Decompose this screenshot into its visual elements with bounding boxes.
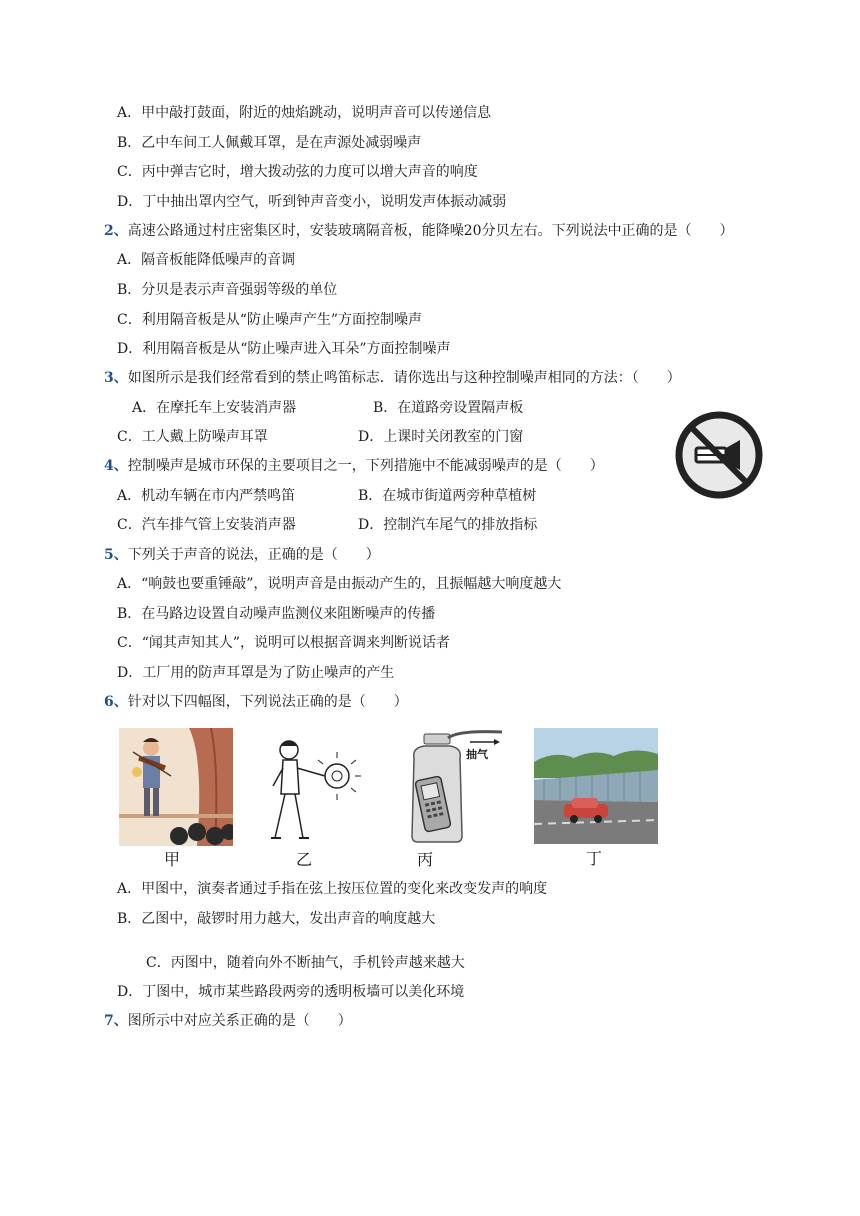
q7-number: 7、 — [104, 1013, 128, 1029]
q2-text: 高速公路通过村庄密集区时，安装玻璃隔音板，能降噪20分贝左右。下列说法中正确的是（ ） — [127, 223, 734, 239]
q4-option-b: B．在城市街道两旁种草植树 — [358, 488, 537, 504]
q2-number: 2、 — [104, 223, 128, 239]
figure-label-jia: 甲 — [163, 850, 180, 869]
figure-label-bing: 丙 — [416, 850, 433, 869]
q7-text: 图所示中对应关系正确的是（ ） — [127, 1013, 352, 1029]
q2-option-d: D．利用隔音板是从“防止噪声进入耳朵”方面控制噪声 — [117, 341, 451, 357]
q3-option-a: A．在摩托车上安装消声器 — [132, 400, 297, 416]
q4-stem — [104, 457, 604, 475]
q1-option-c: C．丙中弹吉它时，增大拨动弦的力度可以增大声音的响度 — [117, 164, 478, 180]
q3-option-d: D．上课时关闭教室的门窗 — [358, 429, 524, 445]
q6-option-c: C．丙图中，随着向外不断抽气，手机铃声越来越大 — [146, 955, 465, 971]
q1-option-b: B．乙中车间工人佩戴耳罩，是在声源处减弱噪声 — [117, 135, 422, 151]
figure-bing-bell-jar — [398, 728, 504, 846]
q2-stem — [104, 222, 734, 240]
figure-yi-gong — [259, 728, 365, 846]
figure-bing-text: 抽气 — [466, 748, 488, 761]
q1-option-a: A．甲中敲打鼓面，附近的烛焰跳动，说明声音可以传递信息 — [117, 105, 492, 121]
q5-option-d: D．工厂用的防声耳罩是为了防止噪声的产生 — [117, 665, 395, 681]
q4-option-a: A．机动车辆在市内严禁鸣笛 — [117, 488, 296, 504]
q6-option-b: B．乙图中，敲锣时用力越大，发出声音的响度越大 — [117, 911, 436, 927]
figure-ding-sound-barrier — [534, 728, 658, 844]
q6-number: 6、 — [104, 694, 128, 710]
q3-number: 3、 — [104, 370, 128, 386]
figure-jia-violinist — [119, 728, 233, 846]
q4-number: 4、 — [104, 458, 128, 474]
q4-text: 控制噪声是城市环保的主要项目之一，下列措施中不能减弱噪声的是（ ） — [127, 458, 604, 474]
q5-text: 下列关于声音的说法，正确的是（ ） — [127, 547, 380, 563]
q6-option-a: A．甲图中，演奏者通过手指在弦上按压位置的变化来改变发声的响度 — [117, 881, 548, 897]
q3-option-b: B．在道路旁设置隔声板 — [373, 400, 524, 416]
q6-text: 针对以下四幅图，下列说法正确的是（ ） — [127, 694, 408, 710]
q2-option-a: A．隔音板能降低噪声的音调 — [117, 252, 296, 268]
q4-option-d: D．控制汽车尾气的排放指标 — [358, 517, 538, 533]
figure-label-yi: 乙 — [295, 850, 312, 869]
q6-stem — [104, 693, 408, 711]
q3-option-c: C．工人戴上防噪声耳罩 — [117, 429, 268, 445]
q5-option-c: C．“闻其声知其人”，说明可以根据音调来判断说话者 — [117, 635, 451, 651]
q3-text: 如图所示是我们经常看到的禁止鸣笛标志．请你选出与这种控制噪声相同的方法：（ ） — [127, 370, 681, 386]
q5-option-a: A．“响鼓也要重锤敲”，说明声音是由振动产生的，且振幅越大响度越大 — [117, 576, 562, 592]
no-honking-sign-icon — [674, 410, 764, 500]
q3-stem — [104, 369, 681, 387]
q2-option-b: B．分贝是表示声音强弱等级的单位 — [117, 282, 338, 298]
q4-option-c: C．汽车排气管上安装消声器 — [117, 517, 296, 533]
q2-option-c: C．利用隔音板是从“防止噪声产生”方面控制噪声 — [117, 312, 423, 328]
q6-option-d: D．丁图中，城市某些路段两旁的透明板墙可以美化环境 — [117, 984, 465, 1000]
q7-stem — [104, 1012, 352, 1030]
q5-number: 5、 — [104, 547, 128, 563]
q5-option-b: B．在马路边设置自动噪声监测仪来阻断噪声的传播 — [117, 606, 436, 622]
q5-stem — [104, 546, 380, 564]
q1-option-d: D．丁中抽出罩内空气，听到钟声音变小，说明发声体振动减弱 — [117, 194, 507, 210]
figure-label-ding: 丁 — [585, 849, 602, 868]
